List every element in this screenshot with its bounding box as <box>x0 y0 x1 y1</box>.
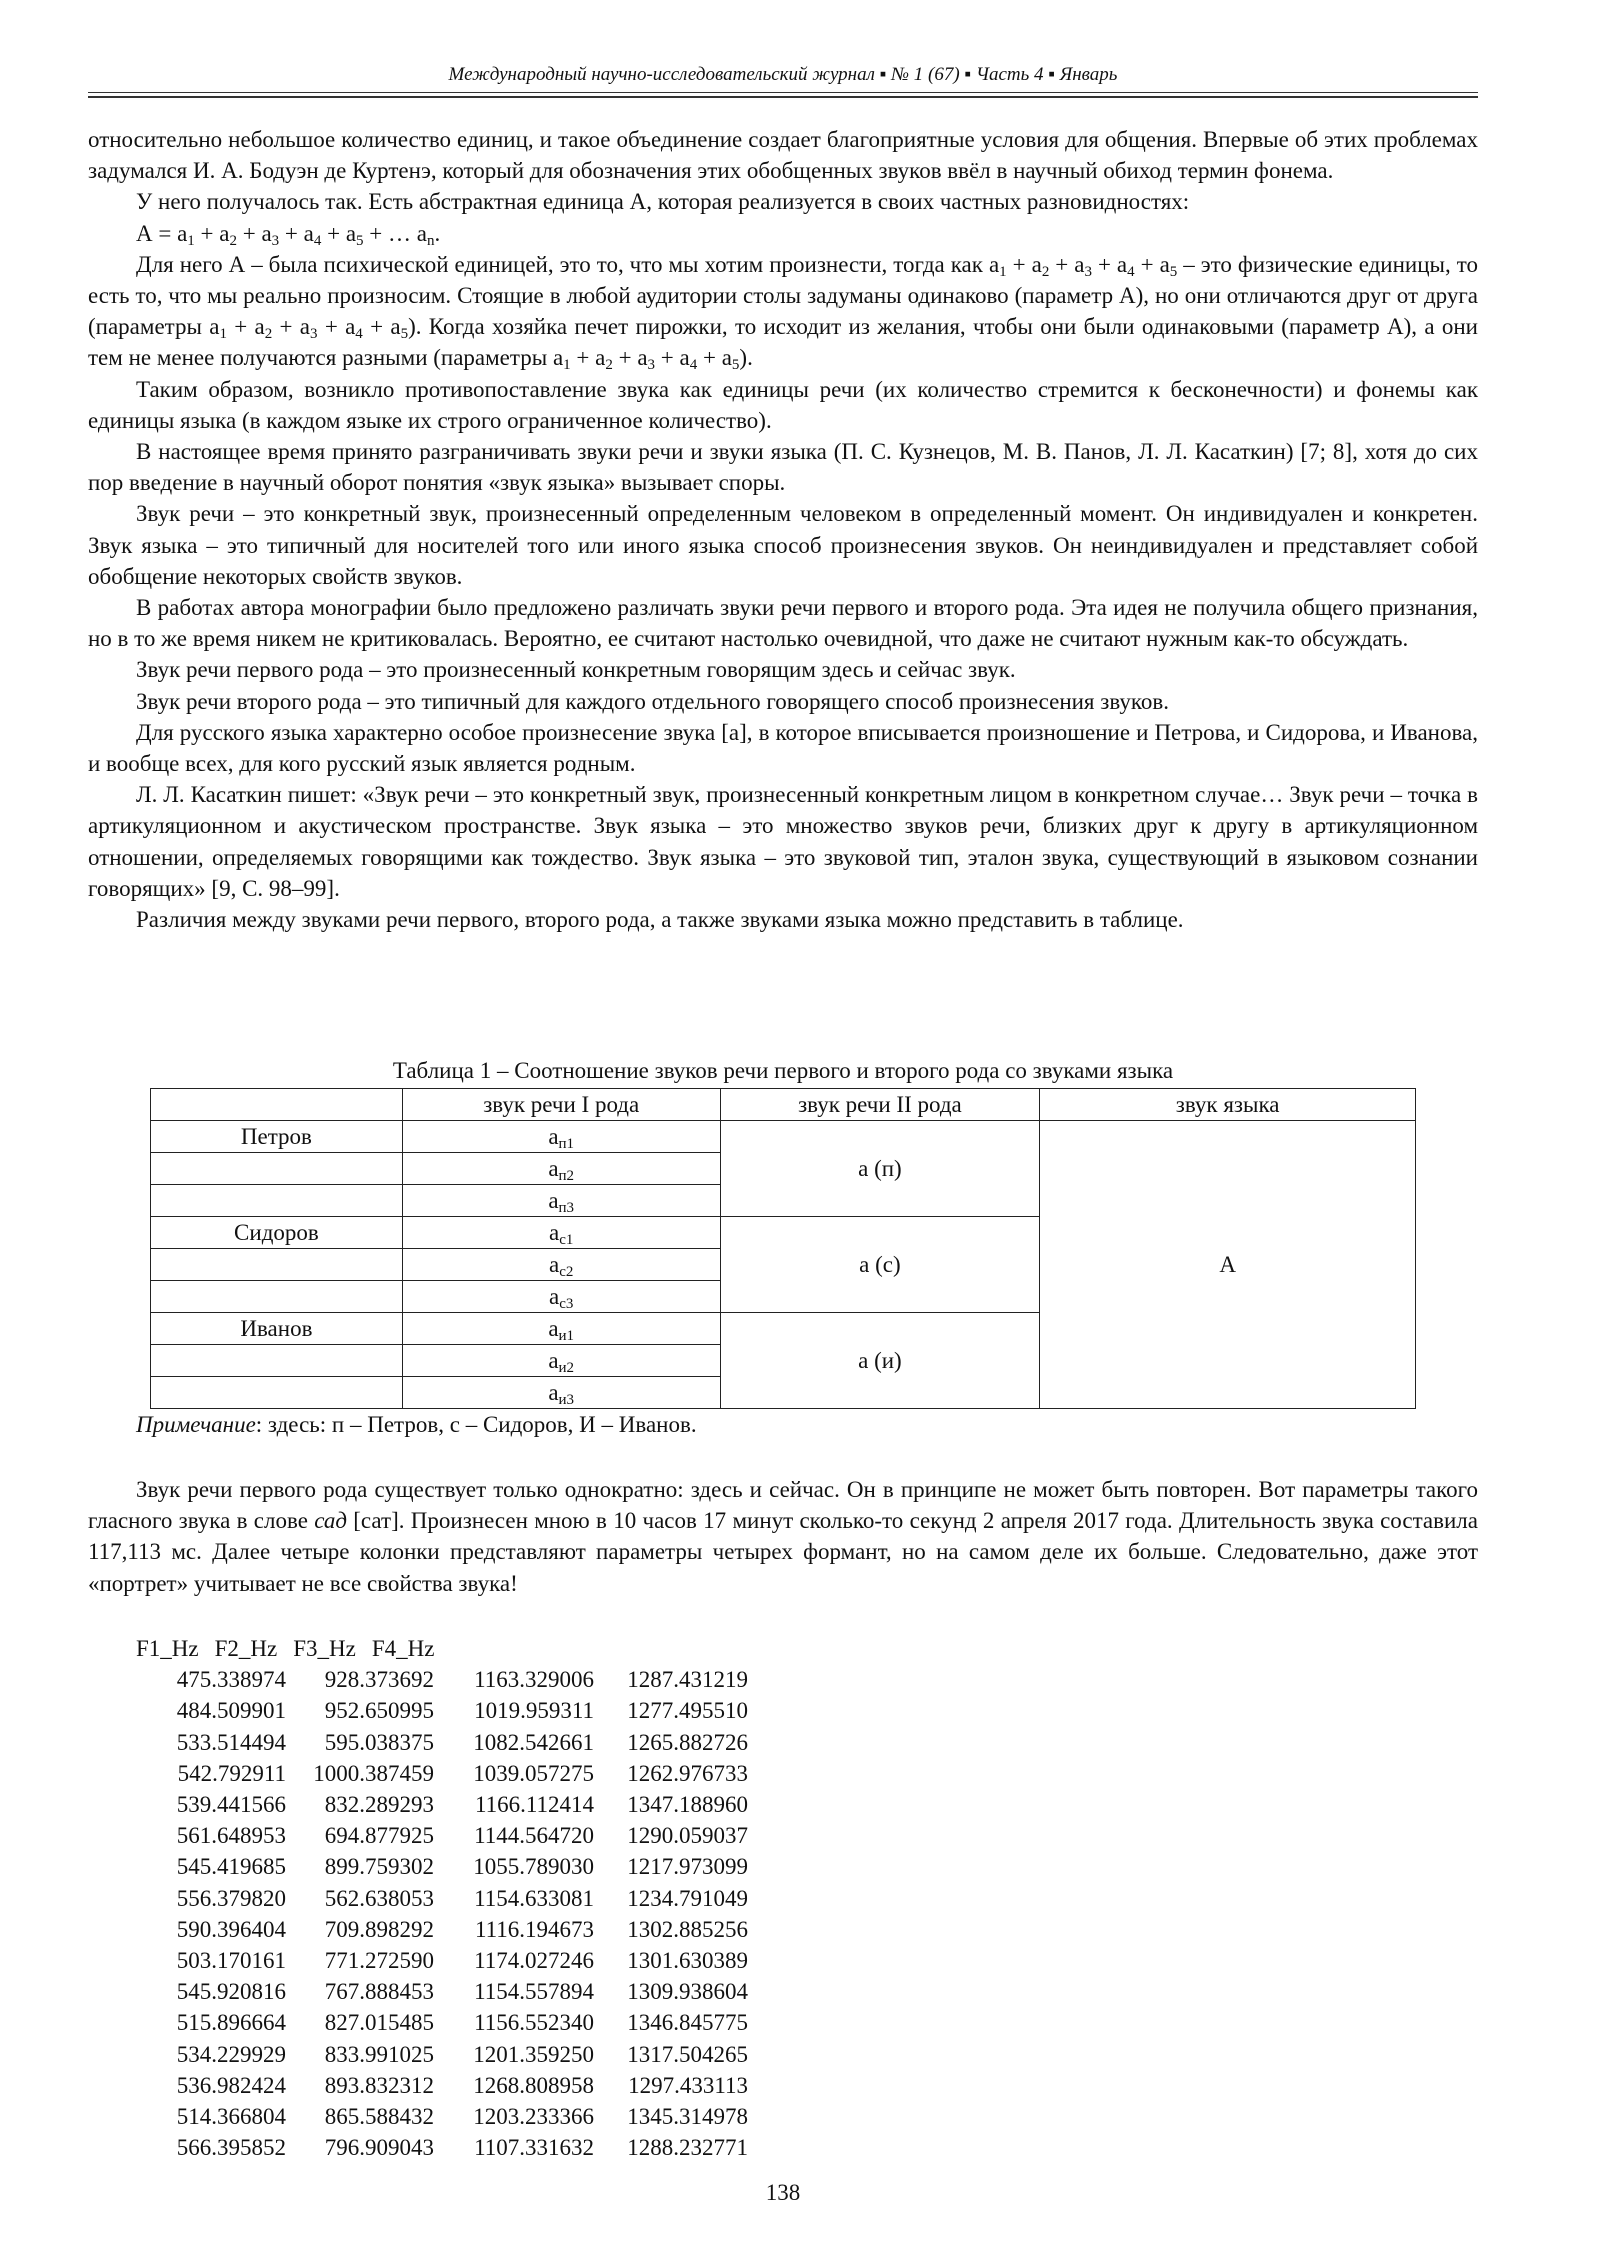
paragraph: В работах автора монографии было предложено различать звуки речи первого и второго рода. Эта идея не получила общего признания, но в то же время никем не критиковалась. Вероятно, ее считают настолько очевидной, что даже не считают нужным как-то обсуждать. <box>88 595 1478 652</box>
paragraph: относительно небольшое количество единиц, и такое объединение создает благоприятные условия для общения. Впервые об этих проблемах задумался И. А. Бодуэн де Куртенэ, который для обозначения этих обобщенных звуков ввёл в научный обиход термин фонема. <box>88 127 1478 184</box>
formant-value: 1000.387459 <box>313 1760 434 1786</box>
table-caption: Таблица 1 – Соотношение звуков речи первого и второго рода со звуками языка <box>392 1058 1174 1083</box>
first-kind-cell: $а_{и2}$ <box>402 1345 720 1377</box>
formant-value: 1317.504265 <box>627 2041 748 2067</box>
header-rule <box>88 92 1478 93</box>
formant-value: 1144.564720 <box>474 1823 594 1849</box>
formant-value: 1154.633081 <box>474 1885 594 1911</box>
formant-value: 832.289293 <box>324 1792 434 1818</box>
first-kind-cell: $а_{с3}$ <box>402 1281 720 1313</box>
article-body <box>88 124 1478 935</box>
header-rule-thick <box>88 96 1478 98</box>
speaker-cell <box>151 1281 403 1313</box>
formula: $А = a_1 + a_2 + a_3 + a_4 + a_5$ + … $a_n$. <box>136 220 441 249</box>
formant-value: 1019.959311 <box>474 1698 594 1724</box>
first-kind-cell: $а_{с2}$ <box>402 1249 720 1281</box>
second-kind-cell: а (с) <box>720 1217 1040 1313</box>
second-kind-cell: а (и) <box>720 1313 1040 1409</box>
formant-value: 1262.976733 <box>627 1760 748 1786</box>
formant-value: 534.229929 <box>176 2041 286 2067</box>
formant-value: 590.396404 <box>176 1916 286 1942</box>
running-head: Международный научно-исследовательский журнал ▪ № 1 (67) ▪ Часть 4 ▪ Январь <box>448 64 1118 85</box>
speaker-cell <box>151 1185 403 1217</box>
formant-value: 542.792911 <box>177 1760 286 1786</box>
formant-value: 694.877925 <box>324 1823 434 1849</box>
first-kind-cell: $а_{и1}$ <box>402 1313 720 1345</box>
formant-value: 515.896664 <box>176 2010 286 2036</box>
formant-value: 796.909043 <box>324 2135 434 2161</box>
paragraph: Для русского языка характерно особое произнесение звука [а], в которое вписывается произношение и Петрова, и Сидорова, и Иванова, и вообще всех, для кого русский язык является родным. <box>88 719 1478 777</box>
formant-value: 833.991025 <box>324 2041 434 2067</box>
formant-row <box>136 2132 748 2163</box>
formant-row <box>136 1851 748 1882</box>
formant-value: 1055.789030 <box>473 1854 594 1880</box>
table-header-cell <box>151 1089 403 1121</box>
formant-row <box>136 1976 748 2007</box>
formant-row <box>136 1727 748 1758</box>
paragraph: Звук речи первого рода существует только однократно: здесь и сейчас. Он в принципе не может быть повторен. Вот параметры такого гласного звука в слове сад [сат]. Произнесен мною в 10 часов 17 минут сколько-то секунд 2 апреля 2017 года. Длительность звука составила 117,113 мс. Далее четыре колонки представляют параметры четырех формант, но на самом деле их больше. Следовательно, даже этот «портрет» учитывает не все свойства звука! <box>88 1477 1478 1596</box>
comparison-table <box>150 1088 1416 1409</box>
first-kind-cell: $а_{и3}$ <box>402 1377 720 1409</box>
article-body-continued <box>88 1474 1478 1599</box>
formant-row <box>136 1914 748 1945</box>
paragraph: Различия между звуками речи первого, второго рода, а также звуками языка можно представить в таблице. <box>136 907 1184 933</box>
formant-value: 1309.938604 <box>627 1979 748 2005</box>
formant-value: 539.441566 <box>176 1792 286 1818</box>
table-header-row <box>151 1089 1416 1121</box>
formant-value: 1039.057275 <box>473 1760 594 1786</box>
formant-value: 1265.882726 <box>627 1729 748 1755</box>
formant-value: 1346.845775 <box>627 2010 748 2036</box>
formant-value: 1302.885256 <box>627 1916 748 1942</box>
table-header-cell: звук речи II рода <box>720 1089 1040 1121</box>
formant-row <box>136 1883 748 1914</box>
formant-header: F2_Hz <box>214 1636 278 1661</box>
formant-value: 545.920816 <box>176 1979 286 2005</box>
formant-value: 771.272590 <box>324 1948 434 1974</box>
formant-value: 952.650995 <box>324 1698 434 1724</box>
formant-header-row <box>136 1633 748 1664</box>
formant-value: 484.509901 <box>176 1698 286 1724</box>
formant-value: 562.638053 <box>324 1885 434 1911</box>
formant-value: 1201.359250 <box>473 2041 594 2067</box>
formant-row <box>136 1820 748 1851</box>
formant-value: 1347.188960 <box>627 1792 748 1818</box>
formant-value: 1287.431219 <box>627 1667 748 1693</box>
formant-header: F4_Hz <box>371 1636 435 1661</box>
formant-value: 566.395852 <box>176 2135 286 2161</box>
formant-value: 595.038375 <box>324 1729 434 1755</box>
formant-value: 536.982424 <box>176 2072 286 2098</box>
formant-value: 1203.233366 <box>473 2104 594 2130</box>
formant-value: 1297.433113 <box>628 2072 748 2098</box>
formant-value: 1174.027246 <box>474 1948 594 1974</box>
first-kind-cell: $а_{п1}$ <box>402 1121 720 1153</box>
formant-value: 545.419685 <box>176 1854 286 1880</box>
formant-value: 1268.808958 <box>473 2072 594 2098</box>
formant-value: 1156.552340 <box>474 2010 594 2036</box>
formant-row <box>136 2070 748 2101</box>
first-kind-cell: $а_{п2}$ <box>402 1153 720 1185</box>
formant-row <box>136 2039 748 2070</box>
formant-value: 561.648953 <box>176 1823 286 1849</box>
paragraph: Л. Л. Касаткин пишет: «Звук речи – это конкретный звук, произнесенный конкретным лицом в конкретном случае… Звук речи – точка в артикуляционном и акустическом пространстве. Звук языка – это множество звуков речи, близких друг к другу в артикуляционном отношении, определяемых говорящими как тождество. Звук языка – это звуковой тип, эталон звука, существующий в языковом сознании говорящих» [9, С. 98–99]. <box>88 782 1478 901</box>
paragraph: В настоящее время принято разграничивать звуки речи и звуки языка (П. С. Кузнецов, М. В. Панов, Л. Л. Касаткин) [7; 8], хотя до сих пор введение в научный оборот понятия «звук языка» вызывает споры. <box>88 439 1478 496</box>
formant-value: 475.338974 <box>176 1667 286 1693</box>
first-kind-cell: $а_{с1}$ <box>402 1217 720 1249</box>
paragraph: Звук речи второго рода – это типичный для каждого отдельного говорящего способ произнесения звуков. <box>136 688 1170 714</box>
paragraph: Звук речи – это конкретный звук, произнесенный определенным человеком в определенный момент. Он индивидуален и конкретен. Звук языка – это типичный для носителей того или иного языка способ произнесения звуков. Он неиндивидуален и представляет собой обобщение некоторых свойств звуков. <box>88 501 1478 589</box>
formant-value: 1288.232771 <box>627 2135 748 2161</box>
formant-row <box>136 1758 748 1789</box>
table-header-cell: звук речи I рода <box>402 1089 720 1121</box>
formant-value: 1116.194673 <box>474 1916 594 1942</box>
formant-value: 1217.973099 <box>627 1854 748 1880</box>
paragraph: У него получалось так. Есть абстрактная единица А, которая реализуется в своих частных разновидностях: <box>136 189 1190 215</box>
speaker-cell: Сидоров <box>151 1217 403 1249</box>
formant-value: 827.015485 <box>324 2010 434 2036</box>
formant-row <box>136 1695 748 1726</box>
formant-value: 893.832312 <box>324 2072 434 2098</box>
formant-row <box>136 2007 748 2038</box>
formant-value: 928.373692 <box>324 1667 434 1693</box>
speaker-cell <box>151 1249 403 1281</box>
formant-row <box>136 1945 748 1976</box>
formant-value: 1277.495510 <box>627 1698 748 1724</box>
formant-value: 556.379820 <box>176 1885 286 1911</box>
formant-value: 1163.329006 <box>474 1667 594 1693</box>
table-header-cell: звук языка <box>1040 1089 1416 1121</box>
formant-value: 533.514494 <box>176 1729 286 1755</box>
table-note: Примечание: здесь: п – Петров, с – Сидоров, И – Иванов. <box>136 1412 697 1437</box>
speaker-cell: Иванов <box>151 1313 403 1345</box>
second-kind-cell: а (п) <box>720 1121 1040 1217</box>
paragraph: Таким образом, возникло противопоставление звука как единицы речи (их количество стремится к бесконечности) и фонемы как единицы языка (в каждом языке их строго ограниченное количество). <box>88 376 1478 433</box>
formant-value: 865.588432 <box>324 2104 434 2130</box>
formant-row <box>136 2101 748 2132</box>
formant-value: 1082.542661 <box>473 1729 594 1755</box>
formant-value: 1234.791049 <box>627 1885 748 1911</box>
formant-value: 1107.331632 <box>474 2135 594 2161</box>
speaker-cell <box>151 1153 403 1185</box>
formant-row <box>136 1789 748 1820</box>
formant-value: 514.366804 <box>176 2104 286 2130</box>
formant-value: 899.759302 <box>324 1854 434 1880</box>
formant-header: F3_Hz <box>293 1636 356 1661</box>
formant-row <box>136 1664 748 1695</box>
formant-data-listing <box>136 1633 748 2163</box>
table-row <box>151 1121 1416 1153</box>
page-number: 138 <box>765 2180 801 2205</box>
paragraph: Звук речи первого рода – это произнесенный конкретным говорящим здесь и сейчас звук. <box>136 657 1016 683</box>
first-kind-cell: $а_{п3}$ <box>402 1185 720 1217</box>
speaker-cell <box>151 1377 403 1409</box>
formant-value: 1290.059037 <box>627 1823 748 1849</box>
formant-value: 1301.630389 <box>627 1948 748 1974</box>
formant-value: 1345.314978 <box>627 2104 748 2130</box>
formant-header: F1_Hz <box>136 1636 199 1661</box>
formant-value: 767.888453 <box>324 1979 434 2005</box>
language-sound-cell: А <box>1040 1121 1416 1409</box>
formant-value: 1154.557894 <box>474 1979 594 2005</box>
speaker-cell <box>151 1345 403 1377</box>
formant-value: 1166.112414 <box>474 1792 594 1818</box>
speaker-cell: Петров <box>151 1121 403 1153</box>
formant-value: 503.170161 <box>176 1948 286 1974</box>
formant-value: 709.898292 <box>324 1916 434 1942</box>
paragraph: Для него А – была психической единицей, это то, что мы хотим произнести, тогда как $a_1 + a_2 + a_3 + a_4 + a_5$ – это физические единицы, то есть то, что мы реально произносим. Стоящие в любой аудитории столы задуманы одинаково (параметр А), но они отличаются друг от друга (параметры $a_1 + a_2 + a_3 + a_4 + a_5$). Когда хозяйка печет пирожки, то исходит из желания, чтобы они были одинаковыми (параметр А), а они тем не менее получаются разными (параметры $a_1 + a_2 + a_3 + a_4 + a_5$). <box>88 251 1478 374</box>
